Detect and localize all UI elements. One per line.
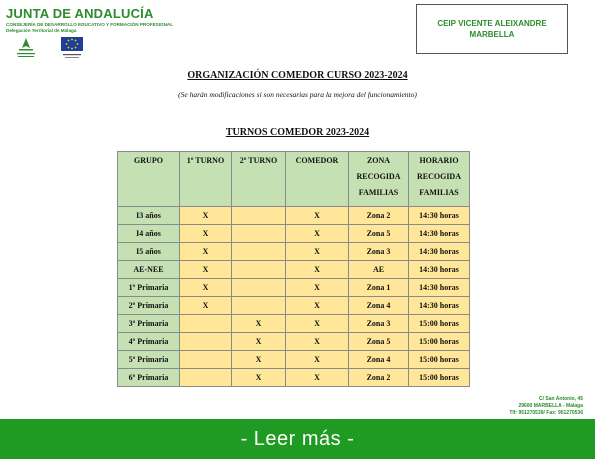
table-cell: Zona 5 [349,333,409,351]
table-cell: 14:30 horas [409,207,470,225]
table-row [118,261,470,279]
table-cell: X [286,351,349,369]
table-cell: X [232,369,286,387]
table-cell: 14:30 horas [409,279,470,297]
document-note: (Se harán modificaciones si son necesarias para la mejora del funcionamiento) [178,90,417,99]
table-row [118,351,470,369]
table-cell: X [286,207,349,225]
logos [14,36,94,62]
read-more-button[interactable] [0,419,595,459]
table-row [118,315,470,333]
table-cell: X [232,315,286,333]
department-name: CONSEJERÍA DE DESARROLLO EDUCATIVO Y FORMACIÓN PROFESIONAL [6,22,174,27]
table-row [118,369,470,387]
table-cell [180,333,232,351]
table-cell: X [286,297,349,315]
table-body [118,207,470,387]
table-cell: 14:30 horas [409,297,470,315]
column-header: COMEDOR [286,152,349,207]
table-cell: Zona 5 [349,225,409,243]
table-cell: Zona 3 [349,315,409,333]
table-header-row [118,152,470,207]
document-title: ORGANIZACIÓN COMEDOR CURSO 2023-2024 [187,70,408,81]
union-europea-logo [52,36,92,60]
table-cell: 15:00 horas [409,351,470,369]
table-cell [232,207,286,225]
turnos-table [117,151,470,387]
group-cell: 4º Primaria [118,333,180,351]
table-cell: X [180,297,232,315]
read-more-label: - Leer más - [240,427,355,450]
table-cell [232,225,286,243]
table-cell: X [286,225,349,243]
contact-info [509,396,583,417]
table-cell: X [286,369,349,387]
group-cell: 6º Primaria [118,369,180,387]
group-cell: I4 años [118,225,180,243]
junta-andalucia-logo [14,36,38,60]
table-cell: Zona 4 [349,297,409,315]
table-cell [180,315,232,333]
group-cell: 1º Primaria [118,279,180,297]
table-cell [232,261,286,279]
table-cell [180,351,232,369]
table-cell: X [232,333,286,351]
table-cell: Zona 1 [349,279,409,297]
table-cell: 15:00 horas [409,369,470,387]
table-cell: 15:00 horas [409,333,470,351]
group-cell: I5 años [118,243,180,261]
table-cell [180,369,232,387]
table-cell: Zona 2 [349,369,409,387]
table-cell: 14:30 horas [409,243,470,261]
table-cell: 14:30 horas [409,225,470,243]
table-cell: AE [349,261,409,279]
table-cell: Zona 4 [349,351,409,369]
table-cell: Zona 3 [349,243,409,261]
table-cell: 15:00 horas [409,315,470,333]
contact-address: C/ San Antonio, 45 [539,396,583,402]
table-cell: X [286,315,349,333]
table-cell: X [232,351,286,369]
org-name: JUNTA DE ANDALUCÍA [6,6,154,21]
table-cell: X [286,261,349,279]
table-cell: X [180,279,232,297]
table-row [118,207,470,225]
school-city: MARBELLA [469,30,515,39]
column-header: 1º TURNO [180,152,232,207]
table-cell [232,279,286,297]
table-cell: X [180,243,232,261]
group-cell: 3º Primaria [118,315,180,333]
column-header: HORARIO RECOGIDA FAMILIAS [409,152,470,207]
group-cell: AE-NEE [118,261,180,279]
table-row [118,225,470,243]
table-cell: X [180,225,232,243]
group-cell: 2º Primaria [118,297,180,315]
column-header: GRUPO [118,152,180,207]
table-cell: X [286,333,349,351]
table-row [118,297,470,315]
table-cell: X [180,261,232,279]
table-cell: 14:30 horas [409,261,470,279]
table-row [118,243,470,261]
table-cell [232,243,286,261]
table-cell: Zona 2 [349,207,409,225]
table-title: TURNOS COMEDOR 2023-2024 [225,127,370,138]
table-cell: X [180,207,232,225]
column-header: 2º TURNO [232,152,286,207]
contact-phone: Tlf: 951270539/ Fax: 951270536 [509,410,583,416]
group-cell: 5º Primaria [118,351,180,369]
table-cell: X [286,279,349,297]
table-cell: X [286,243,349,261]
delegation-name: Delegación Territorial de Málaga [6,28,77,33]
table-row [118,279,470,297]
table-row [118,333,470,351]
column-header: ZONA RECOGIDA FAMILIAS [349,152,409,207]
contact-city: 29600 MARBELLA - Málaga [518,403,583,409]
table-cell [232,297,286,315]
group-cell: I3 años [118,207,180,225]
school-box [416,4,568,54]
school-name: CEIP VICENTE ALEIXANDRE [437,19,547,28]
